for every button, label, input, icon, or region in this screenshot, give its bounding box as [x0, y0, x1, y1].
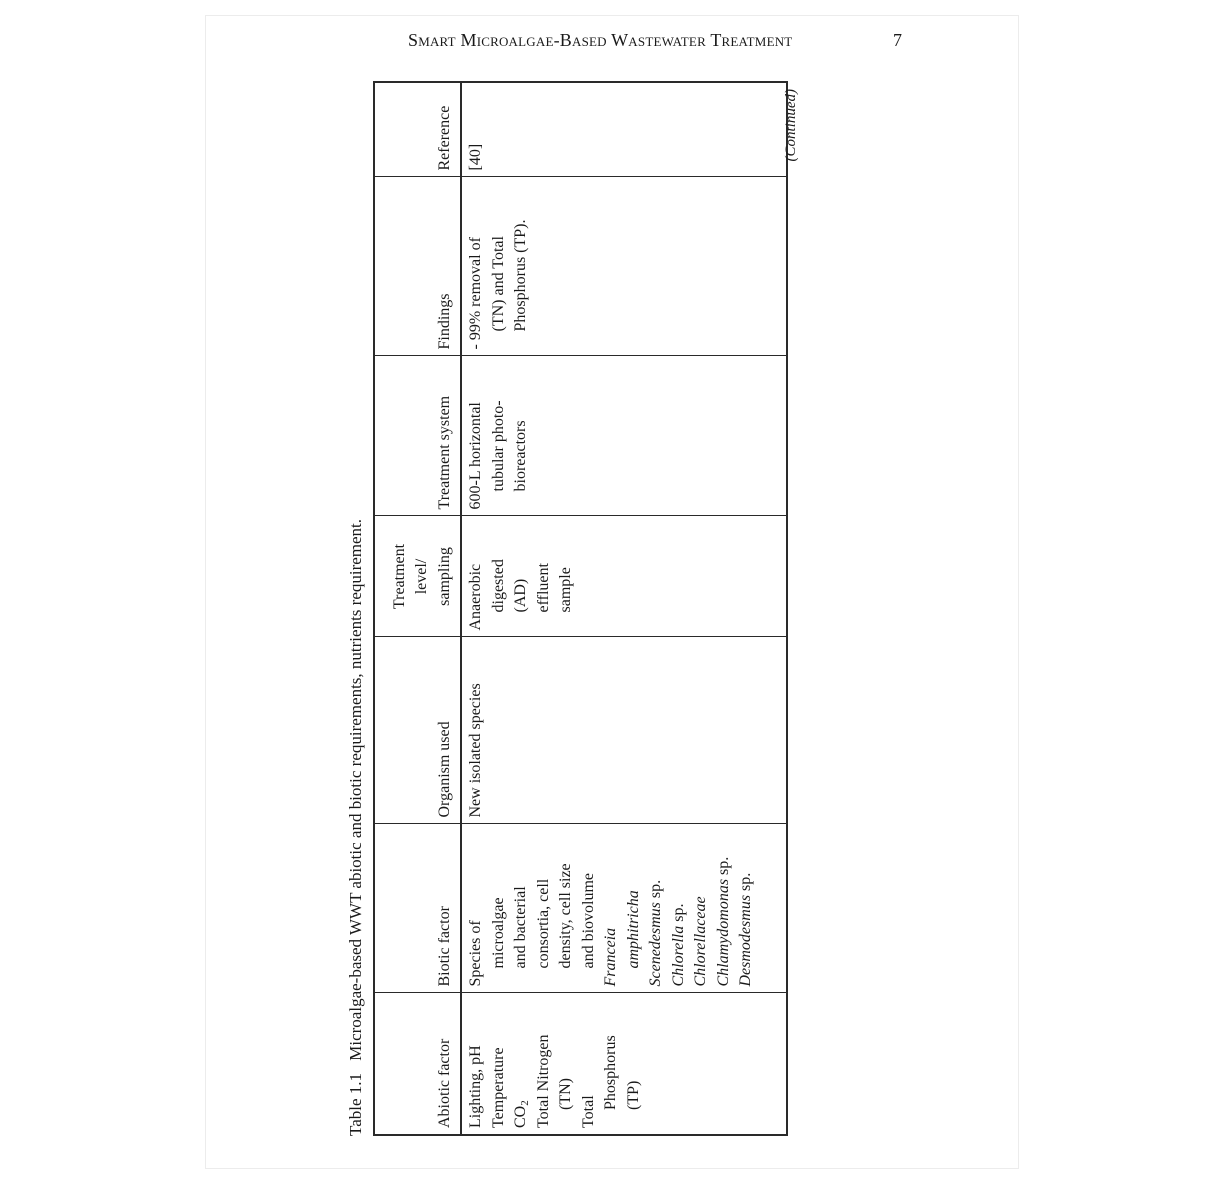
column-header-organism: Organism used: [374, 637, 461, 824]
species-name: Scenedesmus: [647, 902, 664, 987]
table-row: [461, 82, 787, 1135]
cell-line: microalgae: [489, 897, 507, 969]
continued-label: (Continued): [783, 89, 799, 162]
cell-treatment-system: [461, 356, 787, 516]
species-line: [668, 831, 691, 987]
species-suffix: sp.: [647, 879, 664, 903]
table-label: Table 1.1: [346, 1072, 365, 1136]
cell-line: tubular photo-: [489, 400, 507, 492]
cell-line: consortia, cell: [534, 878, 552, 969]
cell-line: Anaerobic: [467, 563, 484, 631]
cell-line: and biovolume: [579, 872, 597, 969]
table-header-row: [374, 82, 461, 1135]
header-line: sampling: [435, 547, 453, 606]
species-line: [645, 831, 668, 987]
species-name: Chlorella: [669, 925, 687, 987]
cell-line: Total Nitrogen: [534, 1034, 552, 1128]
cell-line: digested: [489, 559, 507, 613]
running-head-title: Smart Microalgae-Based Wastewater Treatment: [408, 30, 793, 50]
cell-line: effluent: [534, 563, 552, 613]
species-suffix: sp.: [669, 903, 687, 926]
species-name: Chlamydomonas: [714, 878, 732, 987]
cell-line: Total: [579, 1095, 597, 1128]
species-name: Franceia: [602, 927, 619, 987]
cell-line: density, cell size: [557, 863, 574, 969]
table-caption: [345, 519, 373, 1136]
cell-line: Species of: [467, 920, 484, 987]
cell-line: sample: [557, 567, 574, 613]
cell-line: and bacterial: [512, 886, 529, 969]
header-line: level/: [413, 558, 430, 595]
cell-line: [510, 1000, 533, 1129]
species-line: [713, 831, 736, 987]
column-header-abiotic: Abiotic factor: [374, 993, 461, 1135]
cell-line: Temperature: [489, 1047, 507, 1128]
subscript: 2: [519, 1100, 531, 1106]
cell-treatment-level: [461, 516, 787, 637]
cell-biotic: [461, 824, 787, 993]
rotated-table-block: [345, 83, 815, 1136]
column-header-reference: Reference: [374, 82, 461, 177]
running-head: [408, 30, 908, 56]
column-header-biotic: Biotic factor: [374, 824, 461, 993]
species-name: amphitricha: [624, 890, 642, 969]
data-table: [373, 81, 788, 1136]
table-caption-text: Microalgae-based WWT abiotic and biotic requirements, nutrients requirement.: [346, 518, 365, 1061]
column-header-treatment-level: [374, 516, 461, 637]
cell-line: (TN): [557, 1078, 574, 1110]
cell-line: 600-L horizontal: [467, 402, 484, 510]
continued-note: [783, 83, 800, 1136]
cell-line: - 99% removal of: [467, 237, 484, 350]
species-suffix: sp.: [737, 872, 754, 895]
cell-line: Phosphorus: [602, 1035, 619, 1110]
cell-line: Phosphorus (TP).: [512, 219, 529, 332]
cell-findings: [461, 177, 787, 356]
cell-line: Lighting, pH: [467, 1045, 484, 1128]
cell-line: (AD): [512, 578, 529, 613]
cell-line: (TP): [624, 1080, 642, 1110]
cell-reference: [40]: [461, 82, 787, 177]
page-number: 7: [893, 30, 903, 50]
species-name: Desmodesmus: [737, 894, 754, 987]
cell-line: (TN) and Total: [489, 236, 507, 332]
header-line: Treatment: [390, 543, 408, 610]
species-name: Chlorellaceae: [692, 896, 709, 987]
column-header-treatment-system: Treatment system: [374, 356, 461, 516]
cell-abiotic: [461, 993, 787, 1135]
species-suffix: sp.: [714, 856, 732, 879]
cell-line: bioreactors: [512, 420, 529, 492]
cell-organism: New isolated species: [461, 637, 787, 824]
co2-text: CO: [512, 1105, 529, 1128]
column-header-findings: Findings: [374, 177, 461, 356]
species-line: [735, 831, 758, 987]
